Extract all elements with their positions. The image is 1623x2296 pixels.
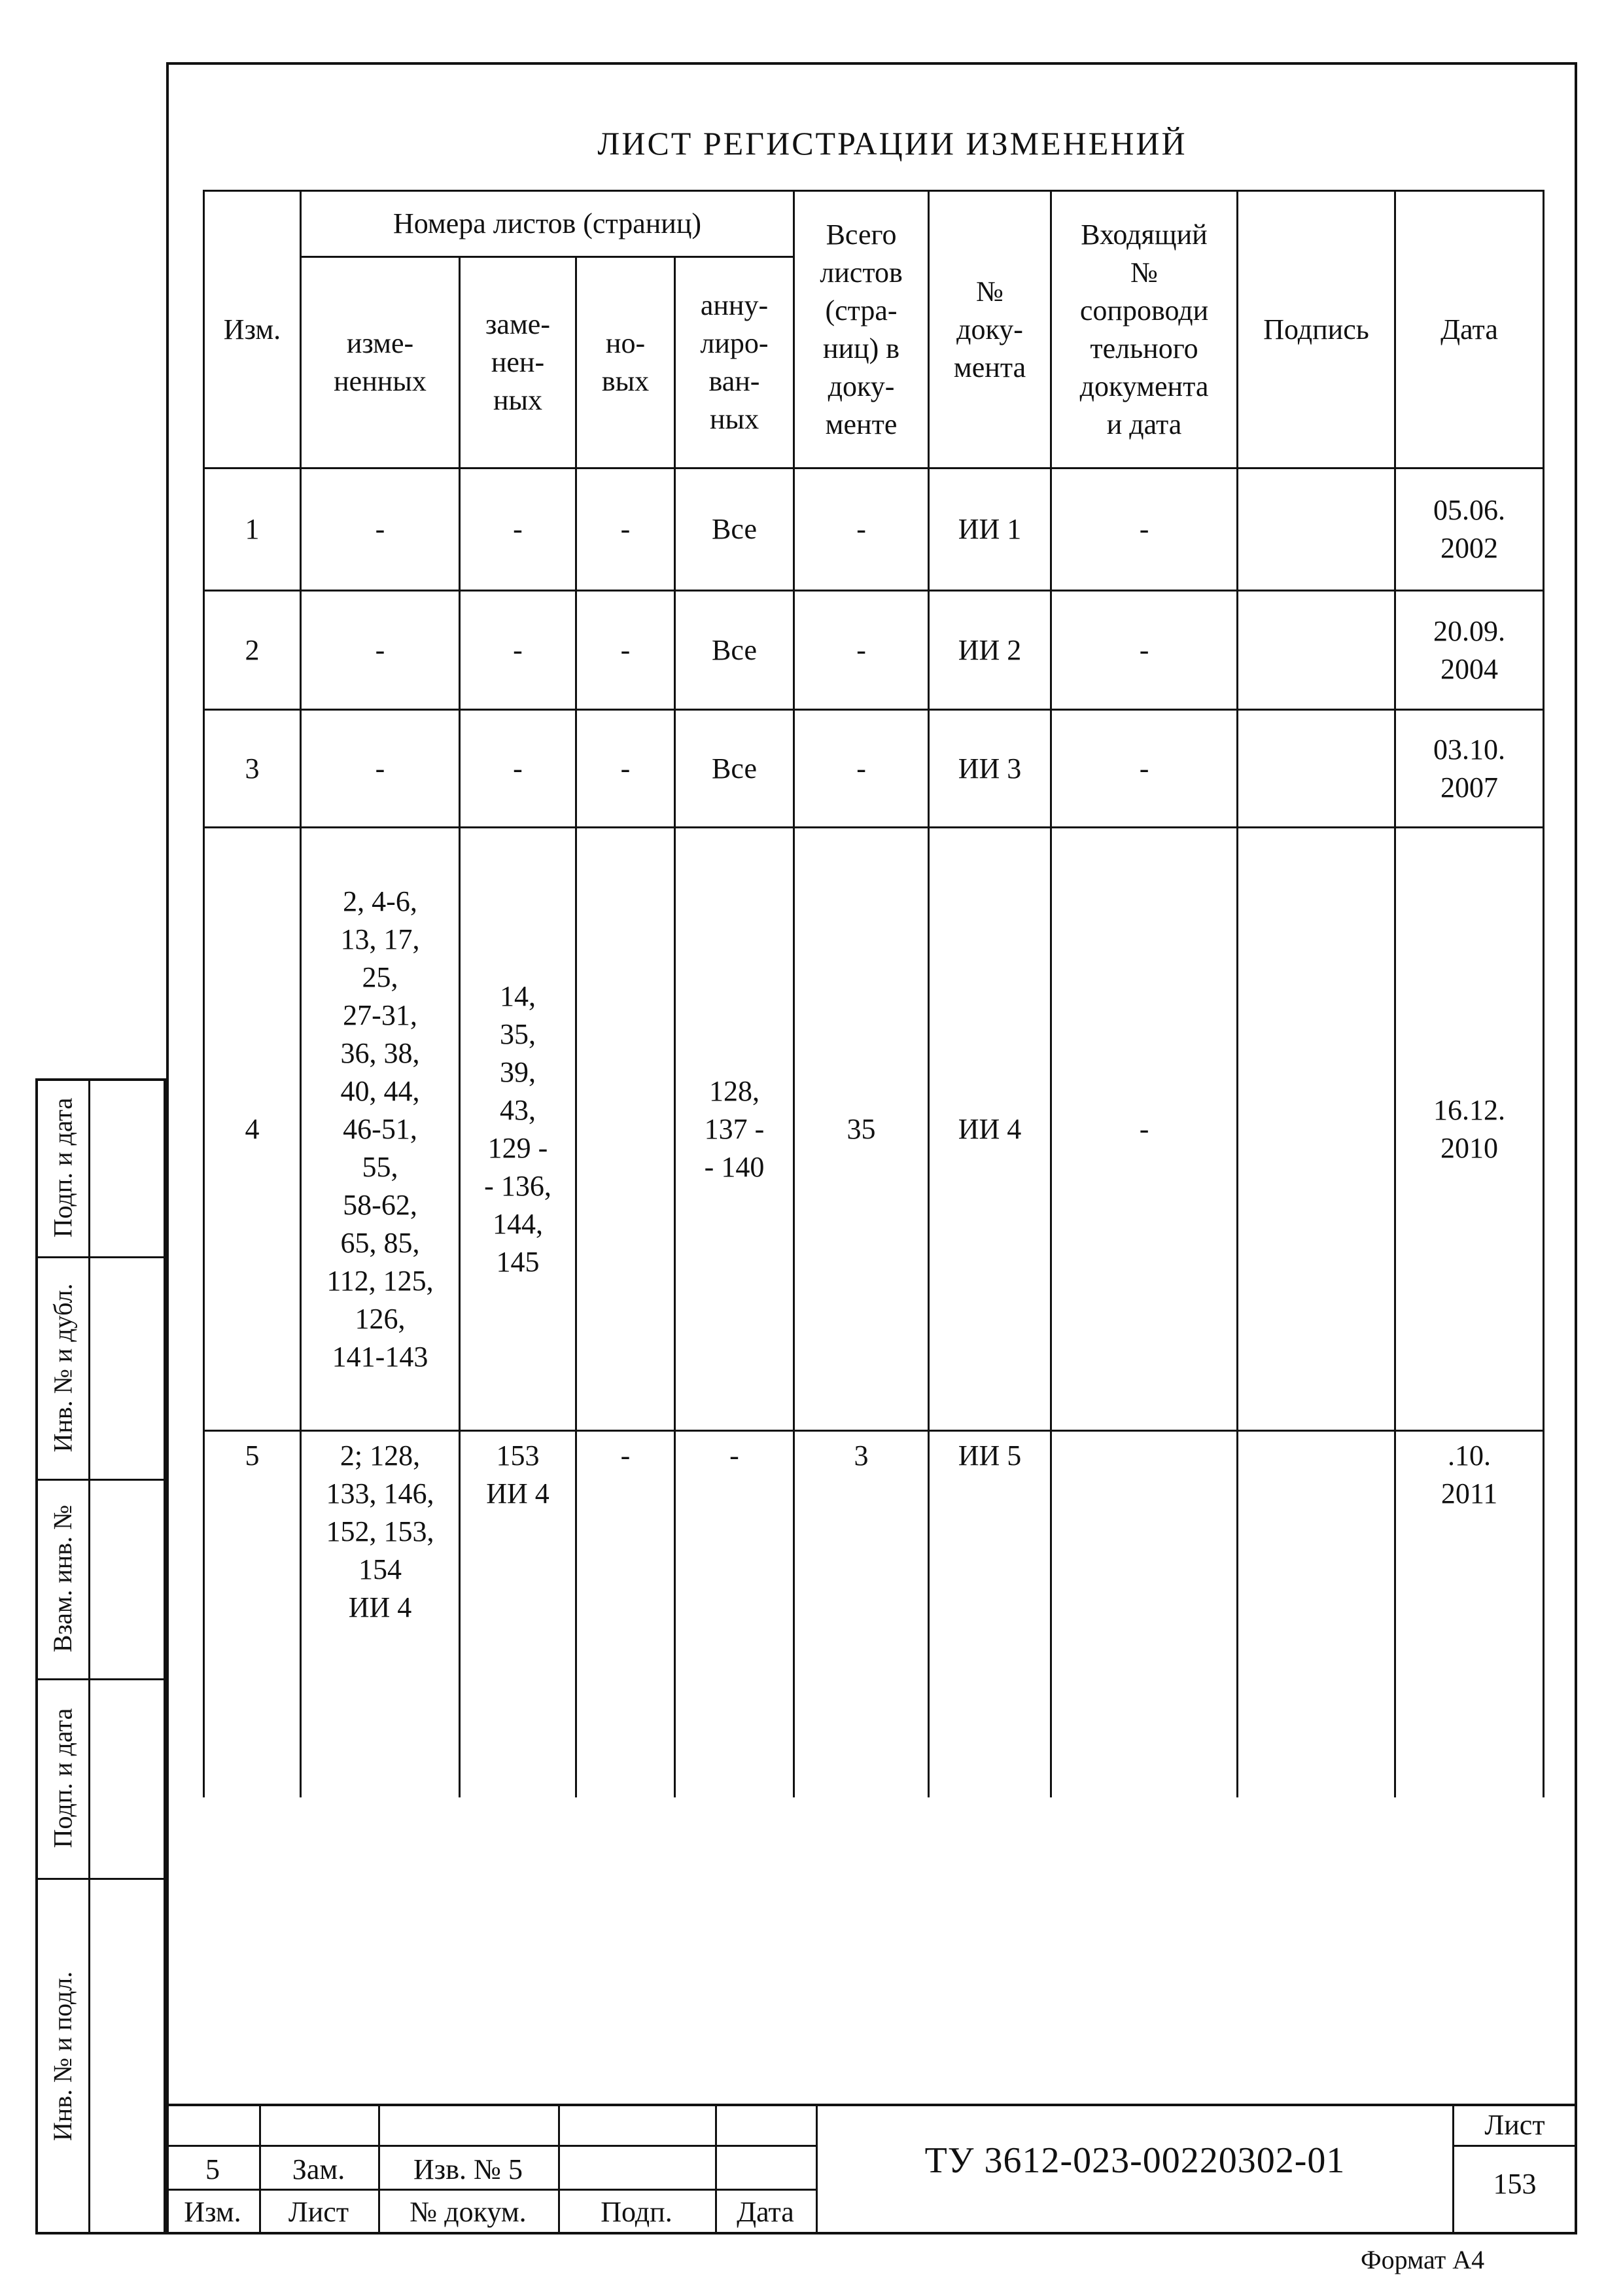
header-new: но- вых xyxy=(576,257,675,468)
cell-annulled: Все xyxy=(675,710,794,828)
header-changed: изме- ненных xyxy=(301,257,460,468)
stamp-label-inv-podl: Инв. № и подл. xyxy=(48,1971,78,2142)
cell-signature xyxy=(1238,828,1395,1431)
table-row xyxy=(204,710,1544,828)
cell-document-number: ИИ 4 xyxy=(929,828,1051,1431)
cell-izm: 1 xyxy=(204,468,301,591)
header-annulled: анну- лиро- ван- ных xyxy=(675,257,794,468)
stamp-label-inv-dubl: Инв. № и дубл. xyxy=(48,1283,78,1452)
page-title: ЛИСТ РЕГИСТРАЦИИ ИЗМЕНЕНИЙ xyxy=(597,125,1187,162)
cell-total: - xyxy=(794,710,929,828)
cell-signature xyxy=(1238,468,1395,591)
cell-changed: - xyxy=(301,468,460,591)
table-row xyxy=(204,591,1544,710)
title-block-dokum-value: Изв. № 5 xyxy=(413,2153,523,2185)
stamp-label-vzam-inv: Взам. инв. № xyxy=(48,1504,78,1653)
cell-date: 20.09. 2004 xyxy=(1395,591,1544,710)
cell-date: 16.12. 2010 xyxy=(1395,828,1544,1431)
cell-date: .10. 2011 xyxy=(1395,1431,1544,1797)
cell-total: - xyxy=(794,468,929,591)
cell-incoming: - xyxy=(1051,468,1238,591)
header-sheet-numbers: Номера листов (страниц) xyxy=(301,191,794,257)
cell-new: - xyxy=(576,710,675,828)
title-block-izm-value: 5 xyxy=(205,2153,220,2185)
cell-annulled: 128, 137 - - 140 xyxy=(675,828,794,1431)
header-izm: Изм. xyxy=(204,191,301,468)
title-block-divider xyxy=(166,2145,816,2147)
title-block-podp-label: Подп. xyxy=(601,2196,672,2228)
title-block-list-value: Зам. xyxy=(292,2153,345,2185)
cell-changed: 2, 4-6, 13, 17, 25, 27-31, 36, 38, 40, 44, 46-51, 55, 58-62, 65, 85, 112, 125, 126, 141-143 xyxy=(301,828,460,1431)
header-date: Дата xyxy=(1395,191,1544,468)
cell-replaced: - xyxy=(460,591,576,710)
table-row xyxy=(204,828,1544,1431)
cell-annulled: - xyxy=(675,1431,794,1797)
cell-changed: - xyxy=(301,710,460,828)
paper-format-label: Формат А4 xyxy=(1361,2245,1485,2274)
cell-document-number: ИИ 3 xyxy=(929,710,1051,828)
cell-incoming: - xyxy=(1051,828,1238,1431)
cell-total: - xyxy=(794,591,929,710)
cell-izm: 4 xyxy=(204,828,301,1431)
cell-total: 3 xyxy=(794,1431,929,1797)
cell-date: 03.10. 2007 xyxy=(1395,710,1544,828)
stamp-label-podp-data-2: Подп. и дата xyxy=(48,1708,78,1848)
change-registration-table xyxy=(203,190,1544,1797)
cell-izm: 3 xyxy=(204,710,301,828)
title-block-dokum-label: № докум. xyxy=(410,2196,527,2228)
header-document-number: № доку- мента xyxy=(929,191,1051,468)
cell-date: 05.06. 2002 xyxy=(1395,468,1544,591)
stamp-label-podp-data: Подп. и дата xyxy=(48,1097,78,1237)
cell-signature xyxy=(1238,1431,1395,1797)
title-block-izm-label: Изм. xyxy=(184,2196,241,2228)
cell-new xyxy=(576,828,675,1431)
cell-changed: 2; 128, 133, 146, 152, 153, 154 ИИ 4 xyxy=(301,1431,460,1797)
table-row xyxy=(204,468,1544,591)
cell-izm: 2 xyxy=(204,591,301,710)
table-row xyxy=(204,1431,1544,1797)
cell-annulled: Все xyxy=(675,591,794,710)
cell-incoming: - xyxy=(1051,710,1238,828)
cell-replaced: - xyxy=(460,710,576,828)
cell-signature xyxy=(1238,710,1395,828)
title-block-list-label: Лист xyxy=(288,2196,349,2228)
document-designation: ТУ 3612-023-00220302-01 xyxy=(924,2140,1346,2181)
cell-total: 35 xyxy=(794,828,929,1431)
cell-replaced: - xyxy=(460,468,576,591)
cell-document-number: ИИ 1 xyxy=(929,468,1051,591)
title-block-sheet-label: Лист xyxy=(1484,2109,1545,2141)
cell-changed: - xyxy=(301,591,460,710)
cell-replaced: 14, 35, 39, 43, 129 - - 136, 144, 145 xyxy=(460,828,576,1431)
cell-izm: 5 xyxy=(204,1431,301,1797)
cell-replaced: 153 ИИ 4 xyxy=(460,1431,576,1797)
title-block-divider xyxy=(166,2189,816,2191)
title-block-sheet-number: 153 xyxy=(1493,2168,1537,2200)
cell-incoming xyxy=(1051,1431,1238,1797)
title-block-date-label: Дата xyxy=(737,2196,794,2228)
cell-annulled: Все xyxy=(675,468,794,591)
cell-document-number: ИИ 2 xyxy=(929,591,1051,710)
header-signature: Подпись xyxy=(1238,191,1395,468)
header-total-sheets: Всего листов (стра- ниц) в доку- менте xyxy=(794,191,929,468)
cell-new: - xyxy=(576,591,675,710)
cell-new: - xyxy=(576,1431,675,1797)
header-replaced: заме- нен- ных xyxy=(460,257,576,468)
cell-signature xyxy=(1238,591,1395,710)
cell-new: - xyxy=(576,468,675,591)
title-block-divider xyxy=(1452,2145,1577,2147)
header-incoming-document: Входящий № сопроводи тельного документа и дата xyxy=(1051,191,1238,468)
cell-incoming: - xyxy=(1051,591,1238,710)
cell-document-number: ИИ 5 xyxy=(929,1431,1051,1797)
